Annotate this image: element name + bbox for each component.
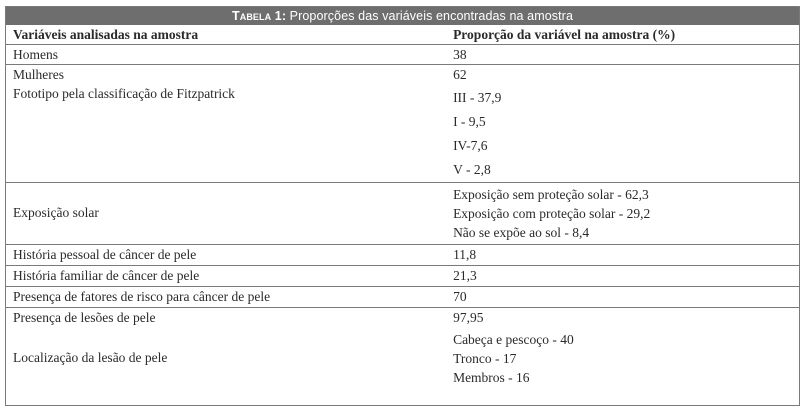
row-label: Exposição solar bbox=[13, 205, 99, 220]
row-value: 62 bbox=[453, 66, 467, 82]
table-row bbox=[6, 244, 799, 265]
row-label: História familiar de câncer de pele bbox=[13, 267, 200, 283]
row-label: Homens bbox=[13, 46, 58, 62]
list-item: III - 37,9 bbox=[453, 89, 502, 105]
row-value: 38 bbox=[453, 46, 467, 62]
row-label: Mulheres bbox=[13, 66, 64, 82]
list-item: IV-7,6 bbox=[453, 137, 488, 153]
row-label: Presença de lesões de pele bbox=[13, 309, 156, 325]
table-row bbox=[6, 182, 799, 244]
row-label: História pessoal de câncer de pele bbox=[13, 246, 197, 262]
row-value: 97,95 bbox=[453, 309, 484, 325]
list-item: Membros - 16 bbox=[453, 369, 530, 385]
list-item: Exposição sem proteção solar - 62,3 bbox=[453, 186, 649, 202]
header-col-proportion: Proporção da variável na amostra (%) bbox=[453, 26, 676, 42]
list-item: Cabeça e pescoço - 40 bbox=[453, 331, 574, 347]
header-row bbox=[6, 25, 799, 45]
table-row bbox=[6, 328, 799, 388]
list-item: Exposição com proteção solar - 29,2 bbox=[453, 205, 651, 221]
table-row bbox=[6, 286, 799, 307]
table-row bbox=[6, 85, 799, 183]
table-title bbox=[6, 7, 799, 25]
table-title-prefix: Tabela 1: bbox=[231, 9, 287, 23]
table-title-text: Proporções das variáveis encontradas na amostra bbox=[286, 9, 574, 23]
row-value-list bbox=[446, 328, 799, 388]
row-value: 70 bbox=[453, 288, 467, 304]
table-row bbox=[6, 307, 799, 328]
table-row bbox=[6, 65, 799, 85]
header-col-variable: Variáveis analisadas na amostra bbox=[13, 26, 199, 42]
row-value-list bbox=[446, 182, 799, 244]
list-item: I - 9,5 bbox=[453, 113, 486, 129]
row-value: 11,8 bbox=[453, 246, 477, 262]
data-table bbox=[5, 6, 800, 406]
table-row bbox=[6, 265, 799, 286]
row-value-list bbox=[446, 85, 799, 183]
list-item: Tronco - 17 bbox=[453, 350, 517, 366]
list-item: V - 2,8 bbox=[453, 161, 491, 177]
table-row bbox=[6, 45, 799, 65]
row-label: Fototipo pela classificação de Fitzpatrick bbox=[13, 85, 235, 101]
row-label: Presença de fatores de risco para câncer de pele bbox=[13, 288, 271, 304]
row-label: Localização da lesão de pele bbox=[13, 350, 168, 365]
list-item: Não se expõe ao sol - 8,4 bbox=[453, 224, 590, 240]
row-value: 21,3 bbox=[453, 267, 477, 283]
table-body bbox=[6, 25, 799, 388]
